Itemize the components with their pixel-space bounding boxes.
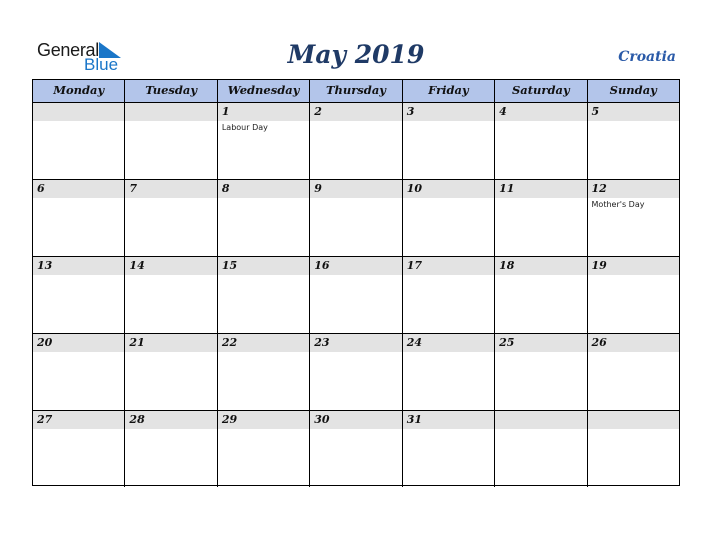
day-number-band [310,334,401,352]
weekday-sunday: Sunday [587,80,679,102]
day-cell [402,257,494,333]
day-cell [33,180,124,256]
day-cell [124,257,216,333]
day-number-band [588,334,679,352]
day-number: 19 [591,259,607,272]
day-number: 26 [591,336,607,349]
day-number-band [33,334,124,352]
day-number-band [218,411,309,429]
day-number-band [310,257,401,275]
day-number: 28 [129,413,145,426]
day-number-band [403,257,494,275]
day-cell [494,103,586,179]
day-number: 1 [221,105,230,118]
day-number-band [495,180,586,198]
weekday-saturday: Saturday [494,80,586,102]
day-number-band [218,103,309,121]
day-number: 20 [37,336,53,349]
day-number-band [495,103,586,121]
day-cell [124,180,216,256]
day-number-band [125,257,216,275]
day-cell [587,411,679,487]
day-number: 12 [591,182,607,195]
weekday-thursday: Thursday [309,80,401,102]
day-number-band [403,334,494,352]
logo-word-general: General [37,40,99,60]
day-number: 15 [221,259,238,272]
day-number: 27 [37,413,53,426]
day-number-band [33,103,124,121]
day-number: 5 [591,105,600,118]
day-number: 9 [314,182,322,195]
day-cell [402,180,494,256]
day-number: 29 [221,413,238,426]
day-cell [124,411,216,487]
country-label: Croatia [618,49,676,65]
calendar-weeks [33,102,679,485]
day-cell [587,103,679,179]
day-number: 24 [406,336,422,349]
weekday-friday: Friday [402,80,494,102]
day-number: 16 [314,259,330,272]
day-cell [402,334,494,410]
day-number: 3 [406,105,415,118]
day-cell [217,257,309,333]
day-cell [494,334,586,410]
day-number: 6 [37,182,45,195]
day-number-band [125,103,216,121]
day-cell [217,334,309,410]
day-number: 7 [129,182,138,195]
day-number-band [218,180,309,198]
day-cell [33,411,124,487]
day-number-band [33,411,124,429]
day-number-band [403,180,494,198]
day-cell [217,103,309,179]
day-cell [587,257,679,333]
day-cell [217,411,309,487]
day-number: 2 [314,105,322,118]
day-number-band [495,334,586,352]
day-number-band [218,334,309,352]
day-cell [33,334,124,410]
day-number-band [310,103,401,121]
day-number: 13 [37,259,53,272]
day-number-band [310,180,401,198]
day-number: 21 [129,336,145,349]
holiday-label: Mother's Day [591,200,645,209]
day-number: 8 [221,182,230,195]
day-number-band [588,257,679,275]
day-cell [309,180,401,256]
day-number: 25 [499,336,515,349]
weekday-tuesday: Tuesday [124,80,216,102]
day-cell [494,257,586,333]
day-cell [33,103,124,179]
week-row [33,257,679,334]
day-cell [124,103,216,179]
day-number-band [310,411,401,429]
day-number-band [495,411,586,429]
day-cell [309,411,401,487]
day-number-band [125,411,216,429]
day-cell [309,103,401,179]
weekday-header [33,80,679,102]
day-number: 22 [221,336,238,349]
day-number: 14 [129,259,145,272]
week-row [33,334,679,411]
day-cell [309,334,401,410]
weekday-wednesday: Wednesday [217,80,309,102]
day-cell [402,103,494,179]
calendar-title: May 2019 [287,40,425,69]
day-number: 18 [499,259,515,272]
week-row [33,103,679,180]
day-number: 30 [314,413,330,426]
day-cell [124,334,216,410]
day-number-band [588,180,679,198]
day-number-band [33,180,124,198]
month-calendar [32,79,680,486]
day-number-band [218,257,309,275]
weekday-monday: Monday [33,80,124,102]
day-number-band [403,411,494,429]
day-number: 31 [406,413,422,426]
week-row [33,180,679,257]
day-cell [33,257,124,333]
day-number-band [33,257,124,275]
logo-word-blue: Blue [84,55,119,74]
day-number-band [125,180,216,198]
day-cell [494,411,586,487]
day-number-band [403,103,494,121]
holiday-label: Labour Day [221,123,268,132]
day-number-band [495,257,586,275]
day-number: 4 [499,105,507,118]
day-cell [402,411,494,487]
day-number: 23 [314,336,330,349]
day-number-band [125,334,216,352]
day-cell [494,180,586,256]
week-row [33,411,679,487]
day-number: 10 [406,182,422,195]
day-cell [309,257,401,333]
day-cell [217,180,309,256]
day-cell [587,180,679,256]
day-number-band [588,103,679,121]
day-number: 17 [406,259,422,272]
day-number-band [588,411,679,429]
day-number: 11 [499,182,515,195]
day-cell [587,334,679,410]
